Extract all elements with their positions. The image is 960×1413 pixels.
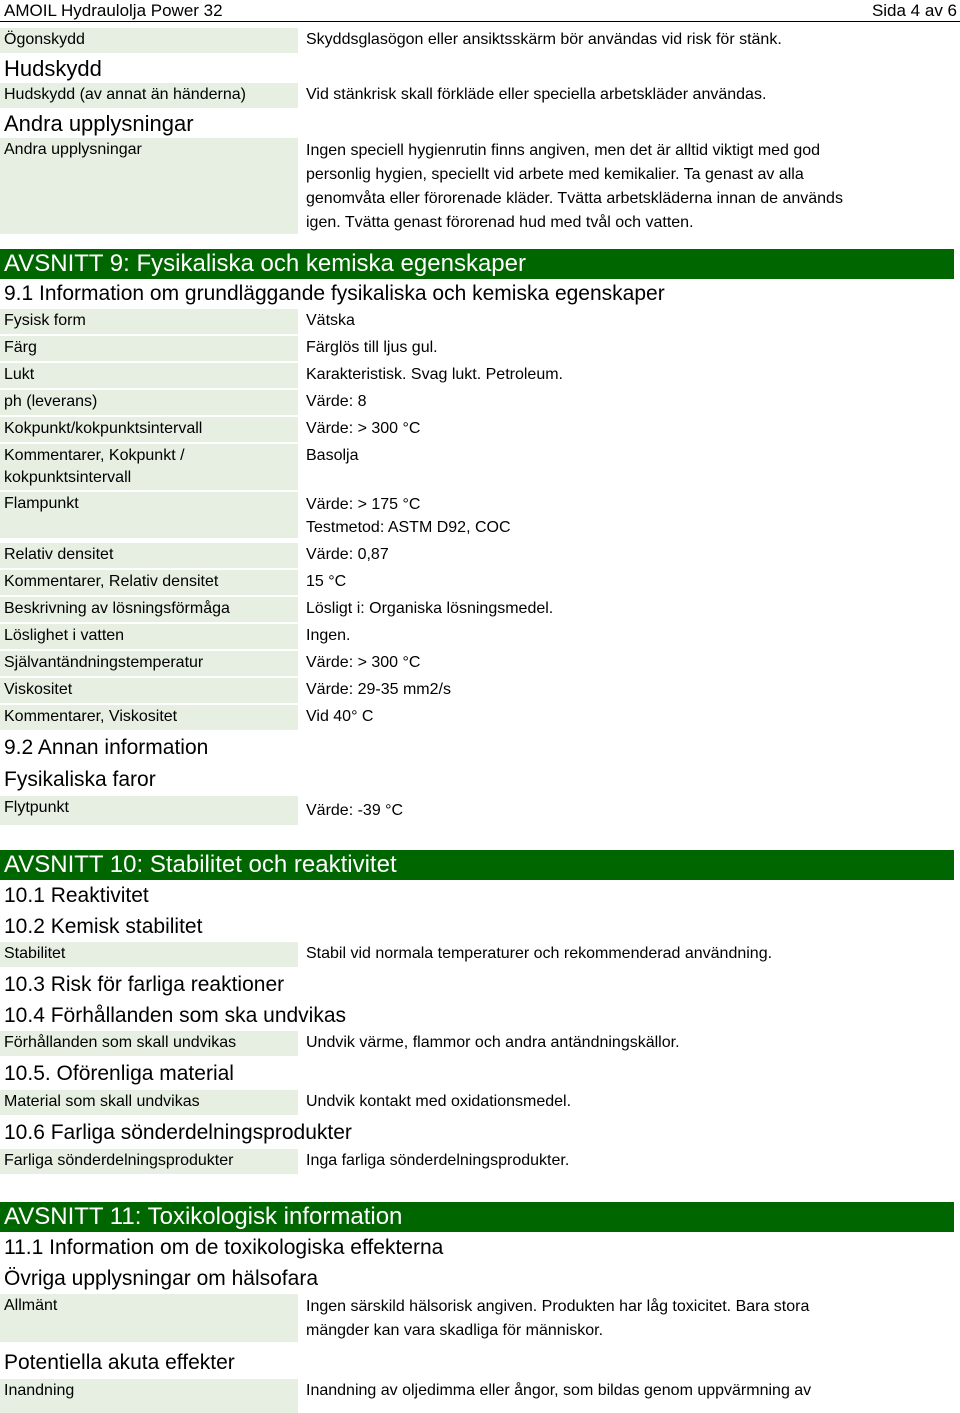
field-value: Vid 40° C	[306, 708, 374, 725]
field-label: Allmänt	[0, 1294, 298, 1342]
field-label: Färg	[0, 336, 298, 361]
table-row	[0, 390, 960, 415]
table-row	[0, 597, 960, 622]
field-label: ph (leverans)	[0, 390, 298, 415]
field-value: Ingen.	[306, 627, 351, 644]
table-row	[0, 492, 960, 541]
field-label: Kokpunkt/kokpunktsintervall	[0, 417, 298, 442]
subheading-10-4: 10.4 Förhållanden som ska undvikas	[4, 1004, 347, 1027]
field-value: Lösligt i: Organiska lösningsmedel.	[306, 600, 554, 617]
field-label: Förhållanden som skall undvikas	[0, 1031, 298, 1056]
field-label: Kommentarer, Relativ densitet	[0, 570, 298, 595]
table-row	[0, 1149, 960, 1174]
subheading-10-6: 10.6 Farliga sönderdelningsprodukter	[4, 1121, 352, 1144]
subheading-skin: Hudskydd	[4, 56, 102, 81]
field-label: Fysisk form	[0, 309, 298, 334]
field-label: Stabilitet	[0, 942, 298, 967]
table-row	[0, 1379, 960, 1413]
field-value: Stabil vid normala temperaturer och rekommenderad användning.	[306, 945, 773, 962]
subheading-acute-effects: Potentiella akuta effekter	[4, 1351, 235, 1374]
field-label: Viskositet	[0, 678, 298, 703]
table-row	[0, 678, 960, 703]
field-value: Värde: > 300 °C	[306, 420, 421, 437]
field-value: Värde: 8	[306, 393, 367, 410]
table-row	[0, 1031, 960, 1056]
field-label: Material som skall undvikas	[0, 1090, 298, 1115]
subheading-other: Andra upplysningar	[4, 111, 194, 136]
subheading-10-5: 10.5. Oförenliga material	[4, 1062, 234, 1085]
field-value	[302, 1294, 960, 1345]
field-value: Vid stänkrisk skall förkläde eller speciella arbetskläder användas.	[306, 86, 767, 103]
table-row	[0, 444, 960, 490]
field-label: Flampunkt	[0, 492, 298, 538]
field-value: 15 °C	[306, 573, 347, 590]
table-row	[0, 570, 960, 595]
field-label: Inandning	[0, 1379, 298, 1413]
row-eye-protection	[0, 28, 960, 53]
value-line: mängder kan vara skadliga för människor.	[306, 1322, 604, 1339]
field-label: Kommentarer, Viskositet	[0, 705, 298, 730]
subheading-9-2: 9.2 Annan information	[4, 736, 209, 759]
table-row	[0, 624, 960, 649]
text-line: personlig hygien, speciellt vid arbete med kemikalier. Ta genast av alla	[306, 166, 804, 183]
field-value: Värde: > 300 °C	[306, 654, 421, 671]
field-value: Värde: 0,87	[306, 546, 389, 563]
field-label: Farliga sönderdelningsprodukter	[0, 1149, 298, 1174]
table-row	[0, 1090, 960, 1115]
table-row	[0, 309, 960, 334]
page-header	[0, 0, 960, 22]
row-other-info	[0, 138, 960, 237]
section-9-title: AVSNITT 9: Fysikaliska och kemiska egenskaper	[0, 249, 954, 279]
field-label	[0, 444, 298, 490]
section-11-title: AVSNITT 11: Toxikologisk information	[0, 1202, 954, 1232]
table-row	[0, 363, 960, 388]
text-line: igen. Tvätta genast förorenad hud med tvål och vatten.	[306, 214, 694, 231]
subheading-10-1: 10.1 Reaktivitet	[4, 884, 149, 907]
field-value	[302, 138, 960, 237]
field-value: Värde: 29-35 mm2/s	[306, 681, 451, 698]
table-row	[0, 651, 960, 676]
subheading-physical-hazards: Fysikaliska faror	[4, 768, 156, 791]
field-value: Karakteristisk. Svag lukt. Petroleum.	[306, 366, 563, 383]
table-row	[0, 942, 960, 967]
table-row	[0, 336, 960, 361]
field-value: Skyddsglasögon eller ansiktsskärm bör användas vid risk för stänk.	[306, 31, 782, 48]
section-10-title: AVSNITT 10: Stabilitet och reaktivitet	[0, 850, 954, 880]
document-title: AMOIL Hydraulolja Power 32	[4, 1, 223, 20]
subheading-9-1: 9.1 Information om grundläggande fysikaliska och kemiska egenskaper	[4, 282, 665, 305]
subheading-health-hazards: Övriga upplysningar om hälsofara	[4, 1267, 318, 1290]
field-label: Ögonskydd	[0, 28, 298, 53]
field-value: Inandning av oljedimma eller ångor, som bildas genom uppvärmning av	[306, 1382, 812, 1399]
table-row	[0, 796, 960, 825]
field-value: Undvik värme, flammor och andra antändningskällor.	[306, 1034, 680, 1051]
field-value: Inga farliga sönderdelningsprodukter.	[306, 1152, 570, 1169]
value-line: Testmetod: ASTM D92, COC	[306, 519, 511, 536]
field-value: Undvik kontakt med oxidationsmedel.	[306, 1093, 572, 1110]
field-label: Beskrivning av lösningsförmåga	[0, 597, 298, 622]
field-label: Andra upplysningar	[0, 138, 298, 234]
text-line: genomvåta eller förorenade kläder. Tvätta arbetskläderna innan de används	[306, 190, 843, 207]
field-value: Värde: -39 °C	[306, 802, 404, 819]
field-label: Lukt	[0, 363, 298, 388]
field-label: Självantändningstemperatur	[0, 651, 298, 676]
value-line: Värde: > 175 °C	[306, 496, 421, 513]
page-number: Sida 4 av 6	[871, 1, 957, 20]
field-label: Relativ densitet	[0, 543, 298, 568]
table-row	[0, 705, 960, 730]
row-skin-protection	[0, 83, 960, 108]
field-value: Vätska	[306, 312, 355, 329]
subheading-11-1: 11.1 Information om de toxikologiska effekterna	[4, 1236, 444, 1259]
label-line: kokpunktsintervall	[4, 469, 132, 486]
field-label: Hudskydd (av annat än händerna)	[0, 83, 298, 108]
label-line: Kommentarer, Kokpunkt /	[4, 447, 185, 464]
table-row	[0, 543, 960, 568]
table-row	[0, 417, 960, 442]
field-label: Flytpunkt	[0, 796, 298, 825]
text-line: Ingen speciell hygienrutin finns angiven, men det är alltid viktigt med god	[306, 142, 821, 159]
table-row	[0, 1294, 960, 1345]
value-line: Ingen särskild hälsorisk angiven. Produkten har låg toxicitet. Bara stora	[306, 1298, 810, 1315]
field-value: Färglös till ljus gul.	[306, 339, 438, 356]
field-label: Löslighet i vatten	[0, 624, 298, 649]
subheading-10-3: 10.3 Risk för farliga reaktioner	[4, 973, 285, 996]
field-value	[302, 492, 960, 541]
field-value: Basolja	[306, 447, 359, 464]
subheading-10-2: 10.2 Kemisk stabilitet	[4, 915, 203, 938]
